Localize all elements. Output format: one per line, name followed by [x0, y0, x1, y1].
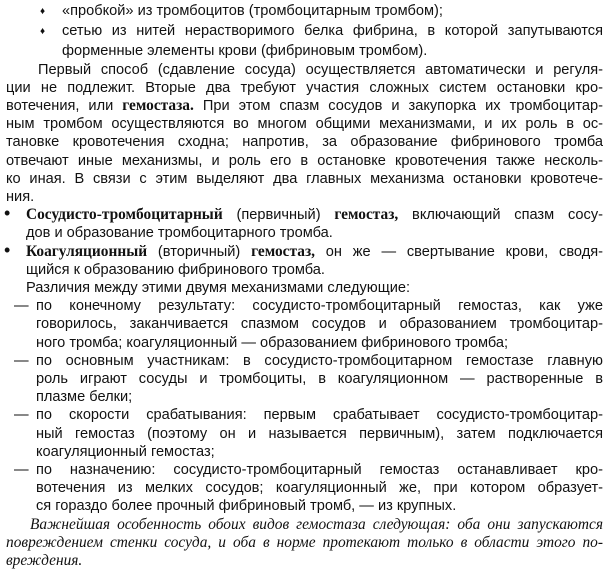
list-item: — по основным участникам: в сосудисто-тромбоцитарном гемостазе главную — [14, 352, 603, 369]
list-item: ♦ сетью из нитей нерастворимого белка фибрина, в которой запутываются — [6, 22, 603, 42]
diamond-bullet-icon: ♦ — [40, 26, 46, 38]
dash-marker: — — [14, 407, 29, 424]
list-item-continuation: дов и образование тромбоцитарного тромба. — [26, 225, 333, 242]
conclusion-paragraph: Важнейшая особенность обоих видов гемостаза следующая: оба они запускаются повреждением стенки сосуда, и оба в норме протекают только в области этого по- вреждения. — [6, 515, 603, 570]
list-item: ♦ «пробкой» из тромбоцитов (тромбоцитарным тромбом); — [6, 2, 603, 22]
dash-marker: — — [14, 352, 29, 369]
mechanism-list — [4, 203, 603, 279]
paragraph: Первый способ (сдавление сосуда) осуществляется автоматически и регуля- ции не подлежит. Вторые два требуют участия сложных систем остановки кро- вотечения, или гемостаза. При этом спазм сосудов и закупорка их тромбоцитар- ным тромбом осуществляются во многом общими механизмами, и их роль в ос- тановке кровотечения сходна; напротив, за образование фибринового тромба отвечают иные механизмы, и роль его в остановке кровотечения также несколь- ко иная. В связи с этим выделяют два главных механизма остановки кровотече- ния. — [6, 61, 603, 206]
differences-section: Различия между этими двумя механизмами следующие: — по конечному результату: сосудисто-тромбоцитарный гемостаз, как уже говорилось, заканчивается спазмом сосудов и образованием тромбоцитар- ного тромба; коагуляционный — образованием фибринового тромба; — по основным участникам: в сосудисто-тромбоцитарном гемостазе главную роль играют сосуды и тромбоциты, в коагуляционном — растворенные в плазме белки; — по скорости срабатывания: первым срабатывает сосудисто-тромбоцитар- ный гемостаз (поэтому он и называется первичным), затем подключается коагуляционный гемостаз; — по назначению: сосудисто-тромбоцитарный гемостаз останавливает кро- вотечения из мелких сосудов; коагуляционный же, при котором образует- ся гораздо более прочный фибриновый тромб, — из крупных. — [6, 279, 603, 516]
list-item: — по назначению: сосудисто-тромбоцитарный гемостаз останавливает кро- — [14, 462, 603, 479]
list-item-continuation: щийся к образованию фибринового тромба. — [26, 261, 325, 278]
list-item: — по конечному результату: сосудисто-тромбоцитарный гемостаз, как уже — [14, 298, 603, 315]
dot-bullet-icon: • — [4, 239, 11, 260]
differences-intro: Различия между этими двумя механизмами следующие: — [26, 280, 411, 297]
dot-bullet-icon: • — [4, 203, 11, 224]
list-item-continuation: форменные элементы крови (фибриновым тромбом). — [62, 43, 428, 60]
list-item: — по скорости срабатывания: первым срабатывает сосудисто-тромбоцитар- — [14, 407, 603, 424]
top-bullet-list — [6, 2, 603, 61]
dash-marker: — — [14, 462, 29, 479]
list-item: • Сосудисто-тромбоцитарный (первичный) гемостаз, включающий спазм сосу- — [4, 203, 603, 224]
term-hemostasis: гемостаза. — [122, 97, 194, 115]
diamond-bullet-icon: ♦ — [40, 6, 46, 17]
list-item: • Коагуляционный (вторичный) гемостаз, он же — свертывание крови, сводя- — [4, 239, 603, 260]
dash-marker: — — [14, 298, 29, 315]
